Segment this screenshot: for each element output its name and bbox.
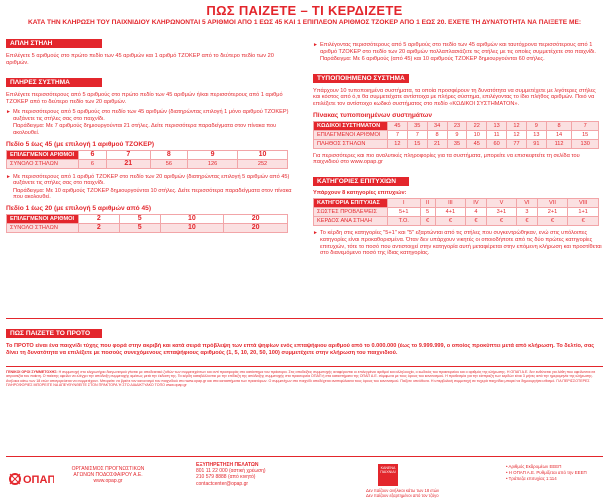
- footer: [6, 460, 603, 500]
- table-cell: 5: [119, 223, 160, 232]
- table-cell: 45: [388, 121, 408, 130]
- table-cell: 9: [188, 150, 238, 159]
- page-subtitle: ΚΑΤΑ ΤΗΝ ΚΛΗΡΩΣΗ ΤΟΥ ΠΑΙΧΝΙΔΙΟΥ ΚΛΗΡΩΝΟΝΤΑΙ 5 ΑΡΙΘΜΟΙ ΑΠΟ 1 ΕΩΣ 45 ΚΑΙ 1 ΕΠΙΠΛΕΟΝ ΑΡΙΘΜΟΣ ΤΖΟΚΕΡ ΑΠΟ 1 ΕΩΣ 20. ΕΧΕΤΕ ΤΗ ΔΥΝΑΤΟΤΗΤΑ ΝΑ ΠΑΙΞΕΤΕ ΜΕ:: [27, 19, 582, 26]
- row-label: ΣΩΣΤΕΣ ΠΡΟΒΛΕΨΕΙΣ: [314, 208, 388, 217]
- opap-logo: [6, 464, 54, 494]
- org-info: [64, 466, 152, 484]
- table-cell: 4+1: [435, 208, 466, 217]
- table-cell: V: [486, 199, 517, 208]
- table-cell: 3+1: [486, 208, 517, 217]
- contact-line-3[interactable]: contactcenter@opap.gr: [196, 480, 249, 487]
- table-cell: 5: [119, 214, 160, 223]
- table-cell: II: [420, 199, 435, 208]
- system-intro: Επιλέγετε περισσότερους από 5 αριθμούς στο πρώτο πεδίο των 45 αριθμών ή/και περισσότερους από 1 αριθμό ΤΖΟΚΕΡ από το δεύτερο πεδίο των 20 αριθμών.: [6, 92, 283, 105]
- row-label: ΚΑΤΗΓΟΡΙΑ ΕΠΙΤΥΧΙΑΣ: [314, 199, 388, 208]
- table-cell: 7: [106, 150, 150, 159]
- contact-title: ΕΞΥΠΗΡΕΤΗΣΗ ΠΕΛΑΤΩΝ: [196, 462, 259, 468]
- table-row: [314, 217, 599, 226]
- table-cell: 8: [427, 130, 447, 139]
- how-proto-heading: ΠΩΣ ΠΑΙΖΕΤΕ ΤΟ ΠΡΟΤΟ: [6, 329, 102, 338]
- system-bullet-1: ► Με περισσότερους από 5 αριθμούς στο πεδίο των 45 αριθμών (διατηρώντας επιλογή 1 μόνο αριθμού ΤΖΟΚΕΡ) αυξάνετε τις στήλες σας στο παιχνίδι.: [6, 109, 296, 122]
- categories-heading: ΚΑΤΗΓΟΡΙΕΣ ΕΠΙΤΥΧΙΩΝ: [313, 177, 409, 186]
- table-cell: 15: [407, 139, 427, 148]
- table-cell: 9: [447, 130, 467, 139]
- row-label: ΕΠΙΛΕΓΜΕΝΟΙ ΑΡΙΘΜΟΙ: [7, 214, 79, 223]
- table-cell: 5+1: [388, 208, 421, 217]
- categories-note: ► Το κέρδη στις κατηγορίες "5+1" και "5" εξαρτώνται από τις στήλες που συγκεντρώθηκαν, ενώ στις υπόλοιπες κατηγορίες είναι προκαθορισμένα. Όταν δεν υπάρχουν νικητές οι οποιοδήποτε από τις δύο πρώτες κατηγορίες επιτυχιών, τότε το ποσό που αντιστοιχεί στην κατηγορία αυτή μεταφέρεται στην επόμενη κλήρωση και προστίθεται στο διανεμόμενο ποσό της ίδιας κατηγορίας.: [313, 230, 603, 256]
- simple-heading: ΑΠΛΗ ΣΤΗΛΗ: [6, 39, 102, 48]
- system-example-1: Παράδειγμα: Με 7 αριθμούς δημιουργούνται 21 στήλες. Δείτε περισσότερα παραδείγματα στον πίνακα που ακολουθεί.: [13, 123, 277, 136]
- table2-title: Πεδίο 1 έως 20 (με επιλογή 5 αριθμών από 45): [6, 204, 152, 212]
- table-cell: 91: [526, 139, 546, 148]
- table-cell: 126: [188, 159, 238, 168]
- table-cell: 14: [546, 130, 572, 139]
- table-cell: 5: [420, 208, 435, 217]
- abbreviated-text: Υπάρχουν 10 τυποποιημένα συστήματα, τα οποία προσφέρουν τη δυνατότητα να συμμετέχετε με λιγότερες στήλες και κόστος από ό,τι θα συμμετείχατε αντίστοιχα με πλήρες σύστημα, επιλέγοντας το ίδιο πλήθος αριθμών. Ποιό να επιλέξετε τον αντίστοιχο κωδικό συστήματος στο πεδίο «ΚΩΔΙΚΟΙ ΣΥΣΤΗΜΑΤΟΝ».: [313, 87, 596, 107]
- abbreviated-table-title: Πίνακας τυποποιημένων συστημάτων: [313, 111, 432, 119]
- row-label: ΠΛΗΘΟΣ ΣΤΗΛΩΝ: [314, 139, 388, 148]
- note-3: • Τράπεζα επιτυχίας 1:114: [506, 476, 557, 481]
- row-label: ΚΩΔΙΚΟΙ ΣΥΣΤΗΜΑΤΟΝ: [314, 121, 388, 130]
- age-badge-text: [366, 488, 486, 498]
- table1-title: Πεδίο 5 έως 45 (με επιλογή 1 αριθμού ΤΖΟΚΕΡ): [6, 140, 155, 148]
- note-2: • Η ΟΠΑΠ Α.Ε. Ρυθμίζεται από την ΕΕΕΠ: [506, 470, 587, 475]
- divider: [6, 366, 603, 367]
- system-example-2: Παράδειγμα: Με 10 αριθμούς ΤΖΟΚΕΡ δημιουργούνται 10 στήλες. Δείτε περισσότερα παραδείγματα στον πίνακα που ακολουθεί.: [13, 187, 292, 201]
- table-cell: T.O.: [388, 217, 421, 226]
- table-cell: €: [517, 217, 537, 226]
- system-bullet-3: ► Επιλέγοντας περισσότερους από 5 αριθμούς στο πεδίο των 45 αριθμών και ταυτόχρονα περισσότερους από 1 αριθμό ΤΖΟΚΕΡ στο πεδίο των 20 αριθμών πολλαπλασιάζετε τις στήλες με τις οποίες συμμετέχετε στο παιχνίδι.: [313, 42, 603, 55]
- table-cell: 20: [224, 223, 288, 232]
- contact-info: [196, 462, 306, 487]
- table-cell: 8: [546, 121, 572, 130]
- table-cell: III: [435, 199, 466, 208]
- system-bullet-2: ► Με περισσότερους από 1 αριθμό ΤΖΟΚΕΡ στο πεδίο των 20 αριθμών (διατηρώντας επιλογή 5 αριθμών από 45) αυξάνετε τις στήλες σας στο παιχνίδι.: [6, 174, 296, 187]
- badge-line-2: Δεν παίζουν εξαρτημένοι από τον τζόγο: [366, 493, 439, 498]
- table-cell: 77: [507, 139, 527, 148]
- table-full-system: [6, 150, 288, 169]
- opap-logo-text: ΟΠΑΠ: [23, 474, 54, 486]
- table-cell: 21: [106, 159, 150, 168]
- system-example-3: Παράδειγμα: Με 6 αριθμούς (από 45) και 10 αριθμούς ΤΖΟΚΕΡ δημιουργούνται 60 στήλες.: [320, 56, 545, 63]
- table-cell: 6: [79, 150, 107, 159]
- table-cell: I: [388, 199, 421, 208]
- table-cell: €: [466, 217, 486, 226]
- age-badge: ΚΑΝΕΝΑ ΠΑΙΧΝΙΔΙ: [378, 464, 398, 486]
- fine-print-text: Η συμμετοχή στο κληρωτήριο διαγωνισμού γίνεται με αποδεικτικό ζυθών των συμμετεχόντων και αντί προσφοράς στο κατάστημα του πράκτορα. Στις αποδείξεις συμμετοχής αναφέρονται οι επιλεγμένοι αριθμοί και αλληλουχία, ο κωδικός του πρακτορείου και ο αριθμός της κλήρωσης. Η ΟΠΑΠ Α.Ε. δεν ευθύνεται για λάθη που οφείλονται σε απροσεξία του παίκτη. Ο παίκτης οφείλει να ελέγχει την απόδειξη συμμετοχής αμέσως μετά την έκδοση της. Τα κέρδη καταβάλλονται με την επίδειξη της απόδειξης συμμετοχής στα πρακτορεία ΟΠΑΠ ή στα καταστήματα της ΟΠΑΠ Α.Ε. σύμφωνα με τους όρους του κανονισμού. Η προθεσμία για την είσπραξη των κερδών είναι 3 μήνες από την ημερομηνία της κλήρωσης. Ανήλικοι κάτω των 18 ετών απαγορεύεται να συμμετέχουν. Μπορείτε να βρείτε τον κανονισμό του παιχνιδιού στο www.opap.gr και στα καταστήματα των πρακτόρων. Ο συμμετέχων στο παιχνίδι αποδέχεται ανεπιφύλακτα τους όρους του κανονισμού. Παίζετε υπεύθυνα. Η υπερβολική συμμετοχή σε τυχερά παιχνίδια μπορεί να δημιουργήσει εθισμό. ΓΙΑ ΠΕΡΙΣΣΟΤΕΡΕΣ ΠΛΗΡΟΦΟΡΙΕΣ ΜΠΟΡΕΙΤΕ ΝΑ ΑΠΕΥΘΥΝΘΕΙΤΕ ΣΤΟΝ ΠΡΑΚΤΟΡΑ Ή ΣΤΟ ΔΙΑΔΙΚΤΥΑΚΟ ΤΟΠΟ www.opap.gr: [6, 370, 596, 388]
- badge-line-1: Δεν παίζουν ανήλικοι κάτω των 18 ετών: [366, 488, 440, 493]
- table-row: [314, 139, 599, 148]
- table-cell: VIII: [568, 199, 599, 208]
- table-cell: 60: [487, 139, 507, 148]
- table-cell: 10: [160, 223, 224, 232]
- divider: [6, 456, 603, 457]
- table-row: [7, 159, 288, 168]
- table-cell: VII: [537, 199, 568, 208]
- fine-print-heading: ΓΕΝΙΚΟΙ ΟΡΟΙ ΣΥΜΜΕΤΟΧΗΣ:: [6, 370, 58, 374]
- table-cell: 45: [467, 139, 487, 148]
- abbreviated-more: Για περισσότερες και πιο αναλυτικές πληροφορίες για τα συστήματα, μπορείτε να επισκεφτείτε τη σελίδα του παιχνιδιού στο www.opap.gr: [313, 152, 580, 166]
- table-cell: 10: [467, 130, 487, 139]
- table-abbreviated: [313, 121, 599, 149]
- row-label: ΚΕΡΔΟΣ ΑΝΑ ΣΤΗΛΗ: [314, 217, 388, 226]
- table-cell: €: [486, 217, 517, 226]
- table-cell: 130: [572, 139, 599, 148]
- row-label: ΣΥΝΟΛΟ ΣΤΗΛΩΝ: [7, 223, 79, 232]
- table-cell: 2: [79, 223, 120, 232]
- fine-print: [6, 370, 603, 388]
- table-cell: 34: [427, 121, 447, 130]
- org-line-2: ΑΓΩΝΩΝ ΠΟΔΟΣΦΑΙΡΟΥ Α.Ε.: [73, 472, 143, 478]
- row-label: ΕΠΙΛΕΓΜΕΝΟΙ ΑΡΙΘΜΟΙ: [314, 130, 388, 139]
- table-cell: €: [537, 217, 568, 226]
- categories-sub: Υπάρχουν 8 κατηγορίες επιτυχιών:: [313, 189, 407, 196]
- table-cell: 7: [388, 130, 408, 139]
- table-joker-system: [6, 214, 288, 233]
- table-cell: 1+1: [568, 208, 599, 217]
- regulation-notes: [506, 464, 606, 482]
- table-row: [314, 208, 599, 217]
- opap-logo-icon: [6, 464, 54, 494]
- how-proto-section: [6, 322, 603, 356]
- table-cell: 112: [546, 139, 572, 148]
- table-row: [314, 130, 599, 139]
- table-row: [7, 223, 288, 232]
- divider: [6, 318, 603, 319]
- table-cell: 8: [150, 150, 187, 159]
- table-cell: €: [420, 217, 435, 226]
- row-label: ΕΠΙΛΕΓΜΕΝΟΙ ΑΡΙΘΜΟΙ: [7, 150, 79, 159]
- table-cell: 13: [487, 121, 507, 130]
- row-label: ΣΥΝΟΛΟ ΣΤΗΛΩΝ: [7, 159, 79, 168]
- org-line-1: ΟΡΓΑΝΙΣΜΟΣ ΠΡΟΓΝΩΣΤΙΚΩΝ: [71, 466, 145, 472]
- org-line-3[interactable]: www.opap.gr: [93, 478, 123, 484]
- table-cell: 23: [447, 121, 467, 130]
- contact-line-1: 801 11 22 000 (αστική χρέωση): [196, 468, 266, 475]
- contact-line-2: 210 579 8888 (από κινητό): [196, 474, 256, 481]
- table-row: [314, 121, 599, 130]
- table-cell: 12: [507, 121, 527, 130]
- table-cell: 35: [407, 121, 427, 130]
- table-cell: 20: [224, 214, 288, 223]
- table-cell: 7: [407, 130, 427, 139]
- table-cell: 11: [487, 130, 507, 139]
- simple-text: Επιλέγετε 5 αριθμούς στο πρώτο πεδίο των 45 αριθμών και 1 αριθμό ΤΖΟΚΕΡ από το δεύτερο πεδίο των 20 αριθμών.: [6, 53, 274, 66]
- left-column: [6, 32, 296, 233]
- table-cell: 3: [517, 208, 537, 217]
- table-cell: 35: [447, 139, 467, 148]
- right-column: [313, 32, 603, 257]
- table-cell: 4: [466, 208, 486, 217]
- table-cell: 2+1: [537, 208, 568, 217]
- table-cell: 6: [79, 159, 107, 168]
- table-cell: 22: [467, 121, 487, 130]
- how-proto-text: Το ΠΡΟΤΟ είναι ένα παιχνίδι τύχης που φορά στην ακριβή και κατά σειρά πρόβλεψη των επτά ψηφίων ενός επταψήφιου αριθμού από το 0.000.000 (έως το 9.999.999, ο οποίος προκύπτει μετά από κλήρωση. Το δελτίο, σας δίνει τη δυνατότητα να επιλέξετε με ποσούς συνεχόμενους επταψήφιους αριθμούς (1, 5, 10, 20, 50, 100) συμμετέχετε στην κλήρωση του παιχνιδιού.: [6, 343, 595, 356]
- table-row: [314, 199, 599, 208]
- table-cell: €: [568, 217, 599, 226]
- table-cell: 15: [572, 130, 599, 139]
- table-cell: 56: [150, 159, 187, 168]
- table-cell: 10: [160, 214, 224, 223]
- table-cell: 12: [507, 130, 527, 139]
- table-cell: 12: [388, 139, 408, 148]
- note-1: • Αριθμός Εκδρομέων ΕΕΕΠ: [506, 464, 562, 469]
- table-cell: 252: [238, 159, 288, 168]
- table-cell: 9: [526, 121, 546, 130]
- table-row: [7, 214, 288, 223]
- table-cell: 2: [79, 214, 120, 223]
- table-categories: [313, 198, 599, 226]
- table-cell: VI: [517, 199, 537, 208]
- table-cell: 13: [526, 130, 546, 139]
- table-cell: €: [435, 217, 466, 226]
- table-cell: 10: [238, 150, 288, 159]
- system-heading: ΠΛΗΡΕΣ ΣΥΣΤΗΜΑ: [6, 78, 102, 87]
- table-cell: 7: [572, 121, 599, 130]
- abbreviated-heading: ΤΥΠΟΠΟΙΗΜΕΝΟ ΣΥΣΤΗΜΑ: [313, 74, 409, 83]
- table-cell: IV: [466, 199, 486, 208]
- page-title: ΠΩΣ ΠΑΙΖΕΤΕ – ΤΙ ΚΕΡΔΙΖΕΤΕ: [206, 3, 403, 18]
- table-cell: 21: [427, 139, 447, 148]
- table-row: [7, 150, 288, 159]
